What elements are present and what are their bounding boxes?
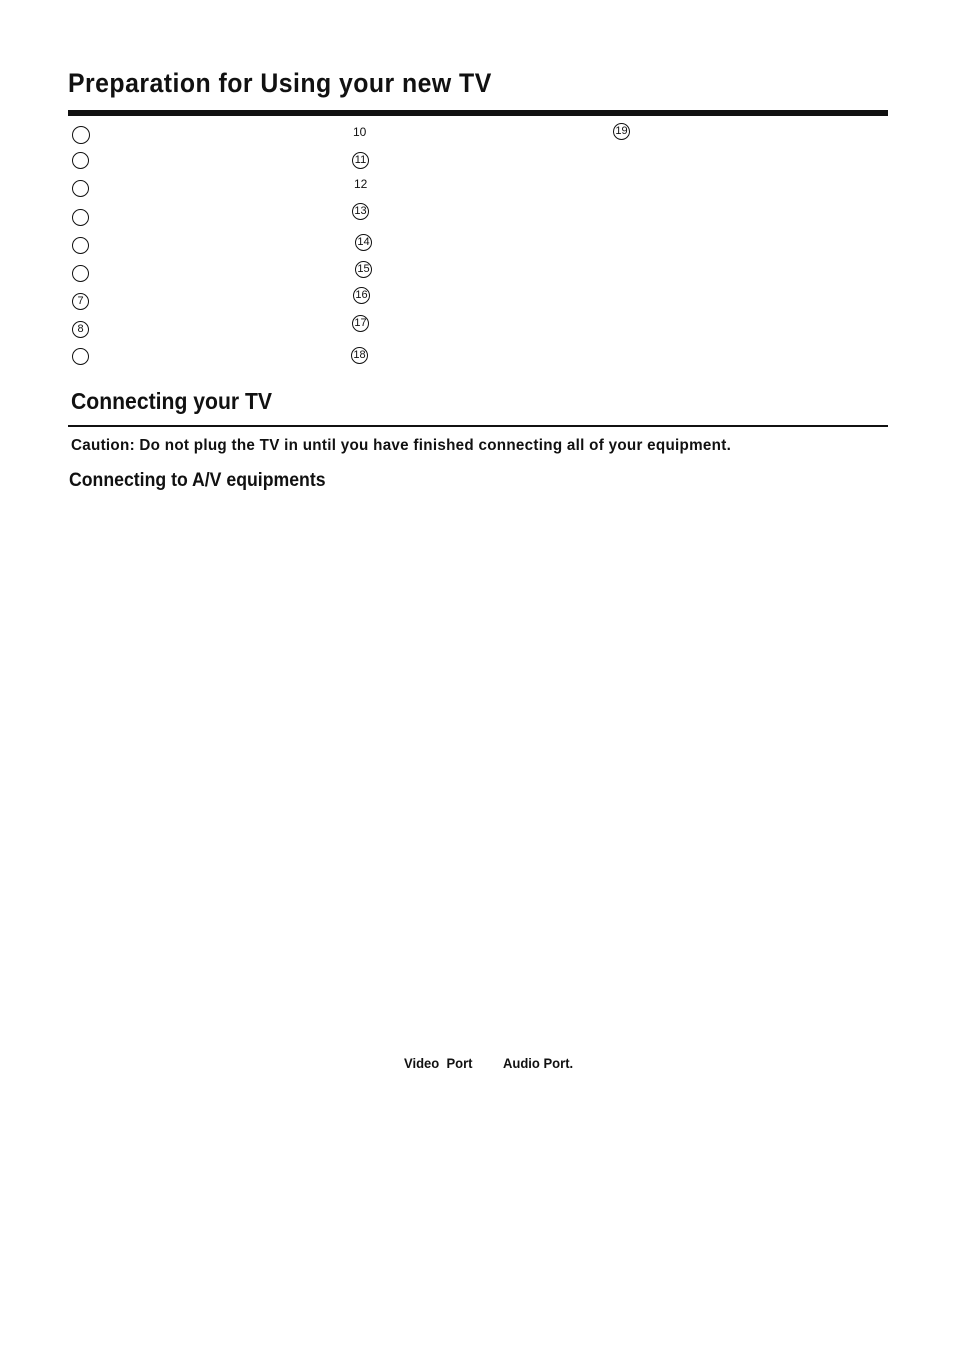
- callout-marker-4: [72, 209, 89, 226]
- callout-marker-5: [72, 237, 89, 254]
- callout-marker-2: [72, 152, 89, 169]
- callout-marker-15: 15: [355, 261, 372, 278]
- connecting-title: Connecting your TV: [71, 388, 273, 414]
- video-port-label: Video Port: [404, 1055, 473, 1071]
- page-title: Preparation for Using your new TV: [68, 68, 492, 98]
- callout-marker-7: 7: [72, 293, 89, 310]
- callout-marker-13: 13: [352, 203, 369, 220]
- callout-number-10: 10: [353, 125, 367, 139]
- av-section-title: Connecting to A/V equipments: [69, 470, 326, 491]
- connecting-divider: [68, 425, 888, 427]
- caution-text: Caution: Do not plug the TV in until you have finished connecting all of your equipment.: [71, 437, 732, 454]
- callout-marker-1: [72, 126, 90, 144]
- callout-marker-17: 17: [352, 315, 369, 332]
- callout-marker-18: 18: [351, 347, 368, 364]
- callout-marker-16: 16: [353, 287, 370, 304]
- callout-marker-9: [72, 348, 89, 365]
- callout-marker-3: [72, 180, 89, 197]
- callout-marker-8: 8: [72, 321, 89, 338]
- callout-marker-19: 19: [613, 123, 630, 140]
- callout-number-12: 12: [354, 177, 368, 191]
- callout-marker-11: 11: [352, 152, 369, 169]
- title-divider: [68, 110, 888, 116]
- audio-port-label: Audio Port.: [503, 1055, 574, 1071]
- callout-marker-14: 14: [355, 234, 372, 251]
- callout-marker-6: [72, 265, 89, 282]
